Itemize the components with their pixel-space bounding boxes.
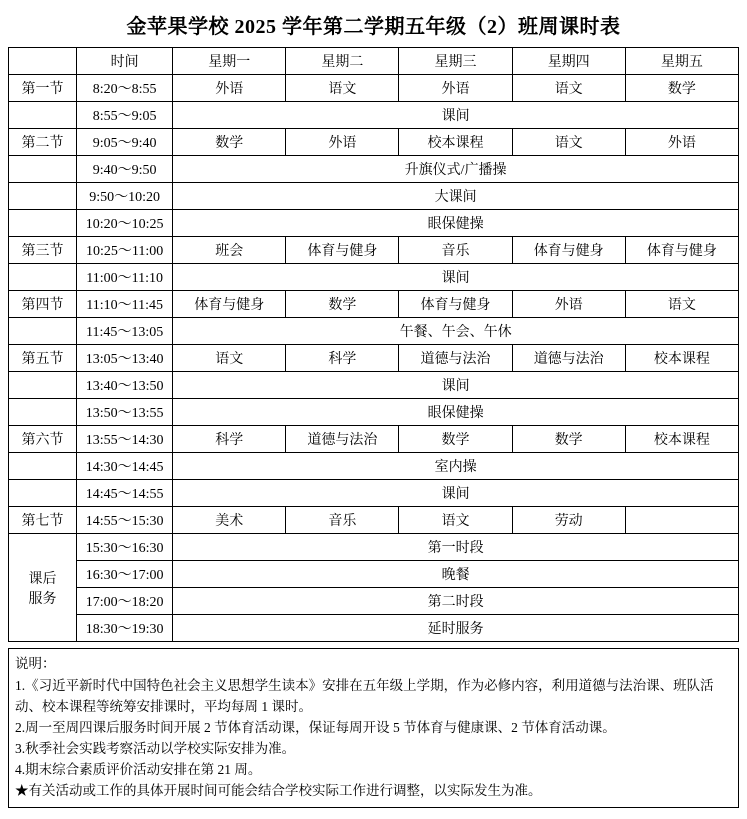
period-label: 第六节 <box>9 426 77 453</box>
span-activity-cell: 升旗仪式/广播操 <box>173 156 739 183</box>
table-row <box>9 561 739 588</box>
table-row <box>9 345 739 372</box>
span-activity-cell: 大课间 <box>173 183 739 210</box>
note-item-star: ★有关活动或工作的具体开展时间可能会结合学校实际工作进行调整，以实际发生为准。 <box>15 782 542 798</box>
table-row <box>9 210 739 237</box>
table-row <box>9 399 739 426</box>
subject-cell: 美术 <box>173 507 286 534</box>
span-activity-cell: 眼保健操 <box>173 210 739 237</box>
subject-cell: 语文 <box>625 291 738 318</box>
subject-cell-empty <box>625 507 738 534</box>
table-row <box>9 480 739 507</box>
table-row <box>9 75 739 102</box>
time-label: 11:10～11:45 <box>77 291 173 318</box>
table-row <box>9 156 739 183</box>
period-label <box>9 264 77 291</box>
subject-cell: 外语 <box>625 129 738 156</box>
subject-cell: 校本课程 <box>625 345 738 372</box>
subject-cell: 音乐 <box>286 507 399 534</box>
period-label: 第二节 <box>9 129 77 156</box>
table-row <box>9 426 739 453</box>
subject-cell: 校本课程 <box>625 426 738 453</box>
subject-cell: 劳动 <box>512 507 625 534</box>
span-activity-cell: 课间 <box>173 480 739 507</box>
subject-cell: 数学 <box>173 129 286 156</box>
table-row <box>9 534 739 561</box>
time-label: 14:45～14:55 <box>77 480 173 507</box>
table-row <box>9 183 739 210</box>
note-item: 3.秋季社会实践考察活动以学校实际安排为准。 <box>15 740 296 756</box>
period-label <box>9 210 77 237</box>
span-activity-cell: 课间 <box>173 264 739 291</box>
table-row <box>9 291 739 318</box>
table-row <box>9 615 739 642</box>
time-label: 10:20～10:25 <box>77 210 173 237</box>
table-row <box>9 129 739 156</box>
subject-cell: 外语 <box>399 75 512 102</box>
header-cell-corner <box>9 48 77 75</box>
table-row <box>9 507 739 534</box>
period-label: 第七节 <box>9 507 77 534</box>
weekly-schedule-table <box>8 47 739 642</box>
subject-cell: 数学 <box>625 75 738 102</box>
note-item: 1.《习近平新时代中国特色社会主义思想学生读本》安排在五年级上学期，作为必修内容，利用道德与法治课、班队活动、校本课程等统筹安排课时，平均每周 1 课时。 <box>15 677 714 714</box>
table-row <box>9 372 739 399</box>
time-label: 14:55～15:30 <box>77 507 173 534</box>
subject-cell: 数学 <box>286 291 399 318</box>
note-item: 2.周一至周四课后服务时间开展 2 节体育活动课，保证每周开设 5 节体育与健康课、2 节体育活动课。 <box>15 719 616 735</box>
span-activity-cell: 课间 <box>173 102 739 129</box>
header-cell-friday: 星期五 <box>625 48 738 75</box>
period-label: 第一节 <box>9 75 77 102</box>
period-label <box>9 318 77 345</box>
table-row <box>9 588 739 615</box>
span-activity-cell: 课间 <box>173 372 739 399</box>
subject-cell: 体育与健身 <box>286 237 399 264</box>
notes-box <box>8 648 739 808</box>
subject-cell: 数学 <box>399 426 512 453</box>
header-cell-tuesday: 星期二 <box>286 48 399 75</box>
subject-cell: 体育与健身 <box>512 237 625 264</box>
after-school-service-label <box>9 534 77 642</box>
time-label: 10:25～11:00 <box>77 237 173 264</box>
after-school-service-line1: 课后 <box>28 571 57 587</box>
period-label <box>9 156 77 183</box>
span-activity-cell: 第二时段 <box>173 588 739 615</box>
subject-cell: 语文 <box>173 345 286 372</box>
period-label <box>9 480 77 507</box>
time-label: 13:55～14:30 <box>77 426 173 453</box>
table-row <box>9 318 739 345</box>
header-cell-time: 时间 <box>77 48 173 75</box>
subject-cell: 校本课程 <box>399 129 512 156</box>
subject-cell: 语文 <box>286 75 399 102</box>
table-row <box>9 102 739 129</box>
subject-cell: 道德与法治 <box>399 345 512 372</box>
subject-cell: 语文 <box>512 129 625 156</box>
subject-cell: 科学 <box>173 426 286 453</box>
subject-cell: 科学 <box>286 345 399 372</box>
time-label: 11:45～13:05 <box>77 318 173 345</box>
time-label: 9:05～9:40 <box>77 129 173 156</box>
subject-cell: 数学 <box>512 426 625 453</box>
period-label <box>9 399 77 426</box>
header-cell-monday: 星期一 <box>173 48 286 75</box>
period-label <box>9 372 77 399</box>
time-label: 9:50～10:20 <box>77 183 173 210</box>
period-label: 第四节 <box>9 291 77 318</box>
time-label: 8:20～8:55 <box>77 75 173 102</box>
time-label: 15:30～16:30 <box>77 534 173 561</box>
time-label: 13:50～13:55 <box>77 399 173 426</box>
header-cell-thursday: 星期四 <box>512 48 625 75</box>
span-activity-cell: 室内操 <box>173 453 739 480</box>
time-label: 14:30～14:45 <box>77 453 173 480</box>
span-activity-cell: 午餐、午会、午休 <box>173 318 739 345</box>
period-label: 第三节 <box>9 237 77 264</box>
subject-cell: 班会 <box>173 237 286 264</box>
time-label: 17:00～18:20 <box>77 588 173 615</box>
time-label: 11:00～11:10 <box>77 264 173 291</box>
period-label <box>9 102 77 129</box>
span-activity-cell: 第一时段 <box>173 534 739 561</box>
period-label <box>9 453 77 480</box>
subject-cell: 体育与健身 <box>625 237 738 264</box>
time-label: 13:40～13:50 <box>77 372 173 399</box>
subject-cell: 道德与法治 <box>512 345 625 372</box>
table-row <box>9 264 739 291</box>
period-label: 第五节 <box>9 345 77 372</box>
time-label: 13:05～13:40 <box>77 345 173 372</box>
time-label: 9:40～9:50 <box>77 156 173 183</box>
span-activity-cell: 眼保健操 <box>173 399 739 426</box>
table-row <box>9 453 739 480</box>
time-label: 8:55～9:05 <box>77 102 173 129</box>
subject-cell: 外语 <box>173 75 286 102</box>
subject-cell: 体育与健身 <box>173 291 286 318</box>
after-school-service-line2: 服务 <box>28 591 57 607</box>
subject-cell: 音乐 <box>399 237 512 264</box>
subject-cell: 体育与健身 <box>399 291 512 318</box>
table-row <box>9 237 739 264</box>
span-activity-cell: 延时服务 <box>173 615 739 642</box>
page-title: 金苹果学校 2025 学年第二学期五年级（2）班周课时表 <box>126 16 621 38</box>
span-activity-cell: 晚餐 <box>173 561 739 588</box>
table-header-row <box>9 48 739 75</box>
header-cell-wednesday: 星期三 <box>399 48 512 75</box>
time-label: 16:30～17:00 <box>77 561 173 588</box>
subject-cell: 语文 <box>512 75 625 102</box>
time-label: 18:30～19:30 <box>77 615 173 642</box>
subject-cell: 外语 <box>512 291 625 318</box>
subject-cell: 道德与法治 <box>286 426 399 453</box>
notes-heading: 说明： <box>15 656 56 671</box>
subject-cell: 外语 <box>286 129 399 156</box>
subject-cell: 语文 <box>399 507 512 534</box>
period-label <box>9 183 77 210</box>
note-item: 4.期末综合素质评价活动安排在第 21 周。 <box>15 761 262 777</box>
